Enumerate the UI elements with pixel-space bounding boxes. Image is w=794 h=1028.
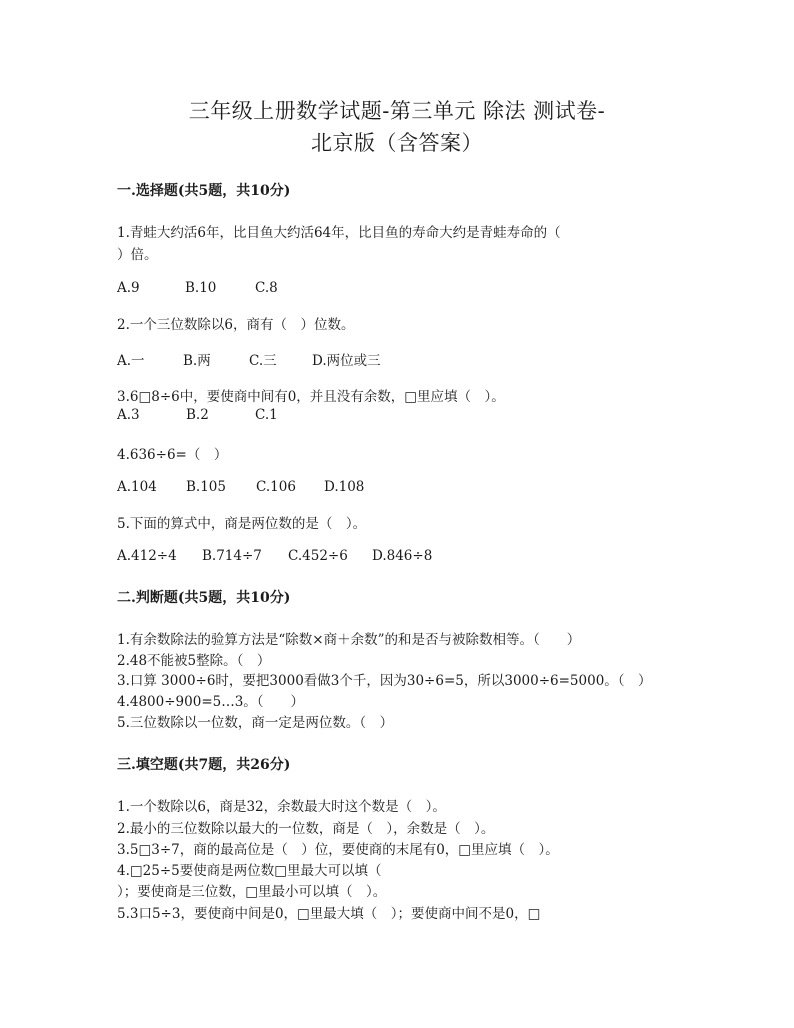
question-choice-5-option-c: C.452÷6: [288, 548, 348, 564]
question-fill-2: 2.最小的三位数除以最大的一位数，商是（ ），余数是（ ）。: [117, 821, 495, 837]
question-choice-2-option-a: A.一: [117, 353, 145, 369]
question-choice-4-option-a: A.104: [117, 479, 157, 495]
question-choice-2-option-b: B.两: [183, 353, 211, 369]
question-choice-2-option-c: C.三: [249, 353, 277, 369]
question-choice-4-option-c: C.106: [256, 479, 296, 495]
question-choice-5-option-a: A.412÷4: [117, 548, 177, 564]
question-choice-4-option-b: B.105: [186, 479, 226, 495]
question-choice-1-option-c: C.8: [255, 280, 278, 296]
question-judgment-4: 4.4800÷900=5…3。（ ）: [117, 694, 305, 710]
question-choice-5-option-d: D.846÷8: [372, 548, 433, 564]
section-heading-choice: 一.选择题(共5题，共10分): [117, 183, 291, 199]
question-fill-1: 1.一个数除以6，商是32，余数最大时这个数是（ ）。: [117, 799, 446, 815]
question-fill-5: 5.3口5÷3，要使商中间是0，□里最大填（ ）；要使商中间不是0，□: [117, 906, 541, 922]
question-judgment-3: 3.口算 3000÷6时，要把3000看做3个千，因为30÷6=5，所以3000÷6=5000。（ ）: [117, 673, 652, 689]
question-fill-3: 3.5□3÷7，商的最高位是（ ）位，要使商的末尾有0，□里应填（ ）。: [117, 842, 559, 858]
question-choice-4-option-d: D.108: [324, 479, 365, 495]
page-title-line-2: 北京版（含答案）: [311, 131, 483, 155]
question-choice-1-option-a: A.9: [117, 280, 140, 296]
question-choice-3-option-b: B.2: [186, 407, 209, 423]
question-fill-4-line-2: ）；要使商是三位数，□里最小可以填（ ）。: [117, 884, 387, 900]
question-choice-4-stem: 4.636÷6=（ ）: [117, 447, 228, 463]
section-heading-judgment: 二.判断题(共5题，共10分): [117, 590, 291, 606]
question-choice-5-option-b: B.714÷7: [202, 548, 262, 564]
question-judgment-5: 5.三位数除以一位数，商一定是两位数。（ ）: [117, 715, 394, 731]
question-choice-5-stem: 5.下面的算式中，商是两位数的是（ ）。: [117, 516, 367, 532]
section-heading-fill-in: 三.填空题(共7题，共26分): [117, 757, 291, 773]
question-choice-1-option-b: B.10: [185, 280, 217, 296]
question-judgment-1: 1.有余数除法的验算方法是“除数×商＋余数”的和是否与被除数相等。（ ）: [117, 632, 581, 648]
question-choice-3-stem: 3.6□8÷6中，要使商中间有0，并且没有余数，□里应填（ ）。: [117, 389, 505, 405]
question-choice-3-option-c: C.1: [255, 407, 278, 423]
question-choice-1-stem-line-2: ）倍。: [117, 247, 158, 263]
question-fill-4-line-1: 4.□25÷5要使商是两位数□里最大可以填（: [117, 863, 382, 879]
question-choice-2-stem: 2.一个三位数除以6，商有（ ）位数。: [117, 317, 355, 333]
question-judgment-2: 2.48不能被5整除。（ ）: [117, 653, 271, 669]
question-choice-3-option-a: A.3: [117, 407, 140, 423]
question-choice-1-stem-line-1: 1.青蛙大约活6年，比目鱼大约活64年，比目鱼的寿命大约是青蛙寿命的（: [117, 225, 561, 241]
question-choice-2-option-d: D.两位或三: [312, 353, 381, 369]
page-title-line-1: 三年级上册数学试题-第三单元 除法 测试卷-: [188, 99, 606, 123]
